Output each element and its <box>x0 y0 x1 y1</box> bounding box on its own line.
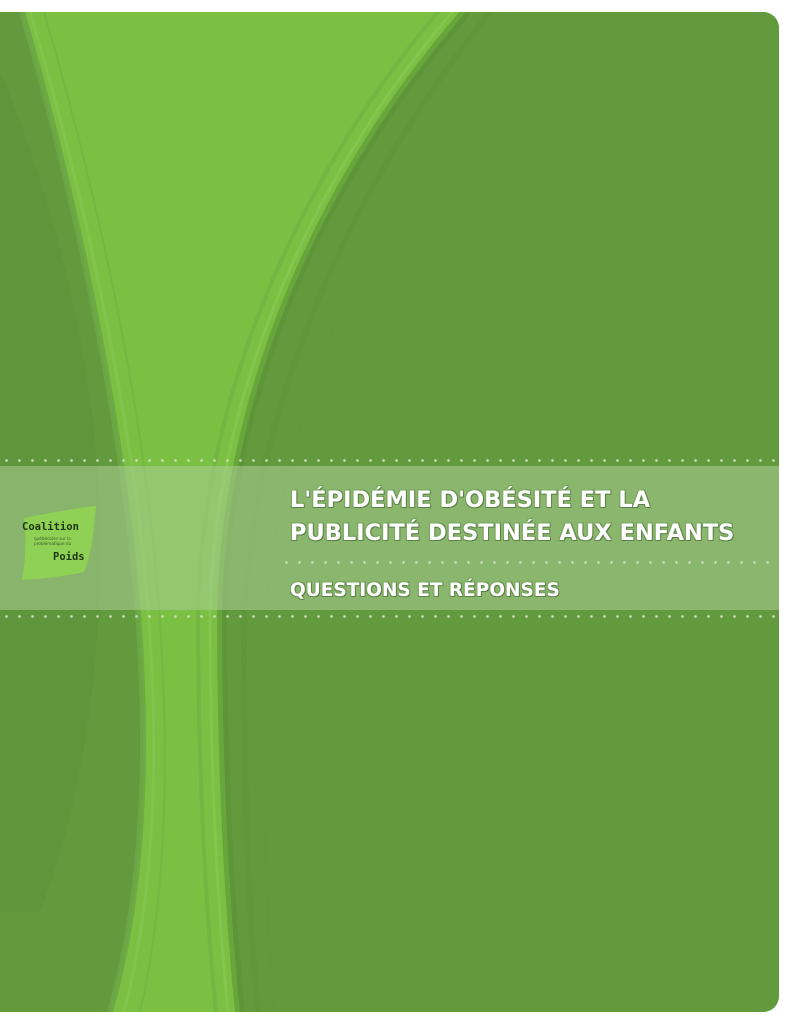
title-line-1: L'ÉPIDÉMIE D'OBÉSITÉ ET LA <box>290 487 651 513</box>
dotted-rule-middle <box>280 561 779 564</box>
coalition-poids-logo <box>18 506 100 580</box>
logo-tagline-line-1: québécoise sur la <box>34 536 71 541</box>
title-line-2: PUBLICITÉ DESTINÉE AUX ENFANTS <box>290 520 735 546</box>
logo-word-coalition: Coalition <box>22 521 79 533</box>
dotted-rule-bottom <box>0 615 779 618</box>
document-title <box>290 484 770 550</box>
document-subtitle: QUESTIONS ET RÉPONSES <box>290 580 560 601</box>
logo-tagline <box>34 536 94 546</box>
logo-tagline-line-2: problématique du <box>34 541 72 546</box>
dotted-rule-top <box>0 459 779 462</box>
logo-word-poids: Poids <box>53 551 85 563</box>
cover-page <box>0 12 779 1012</box>
